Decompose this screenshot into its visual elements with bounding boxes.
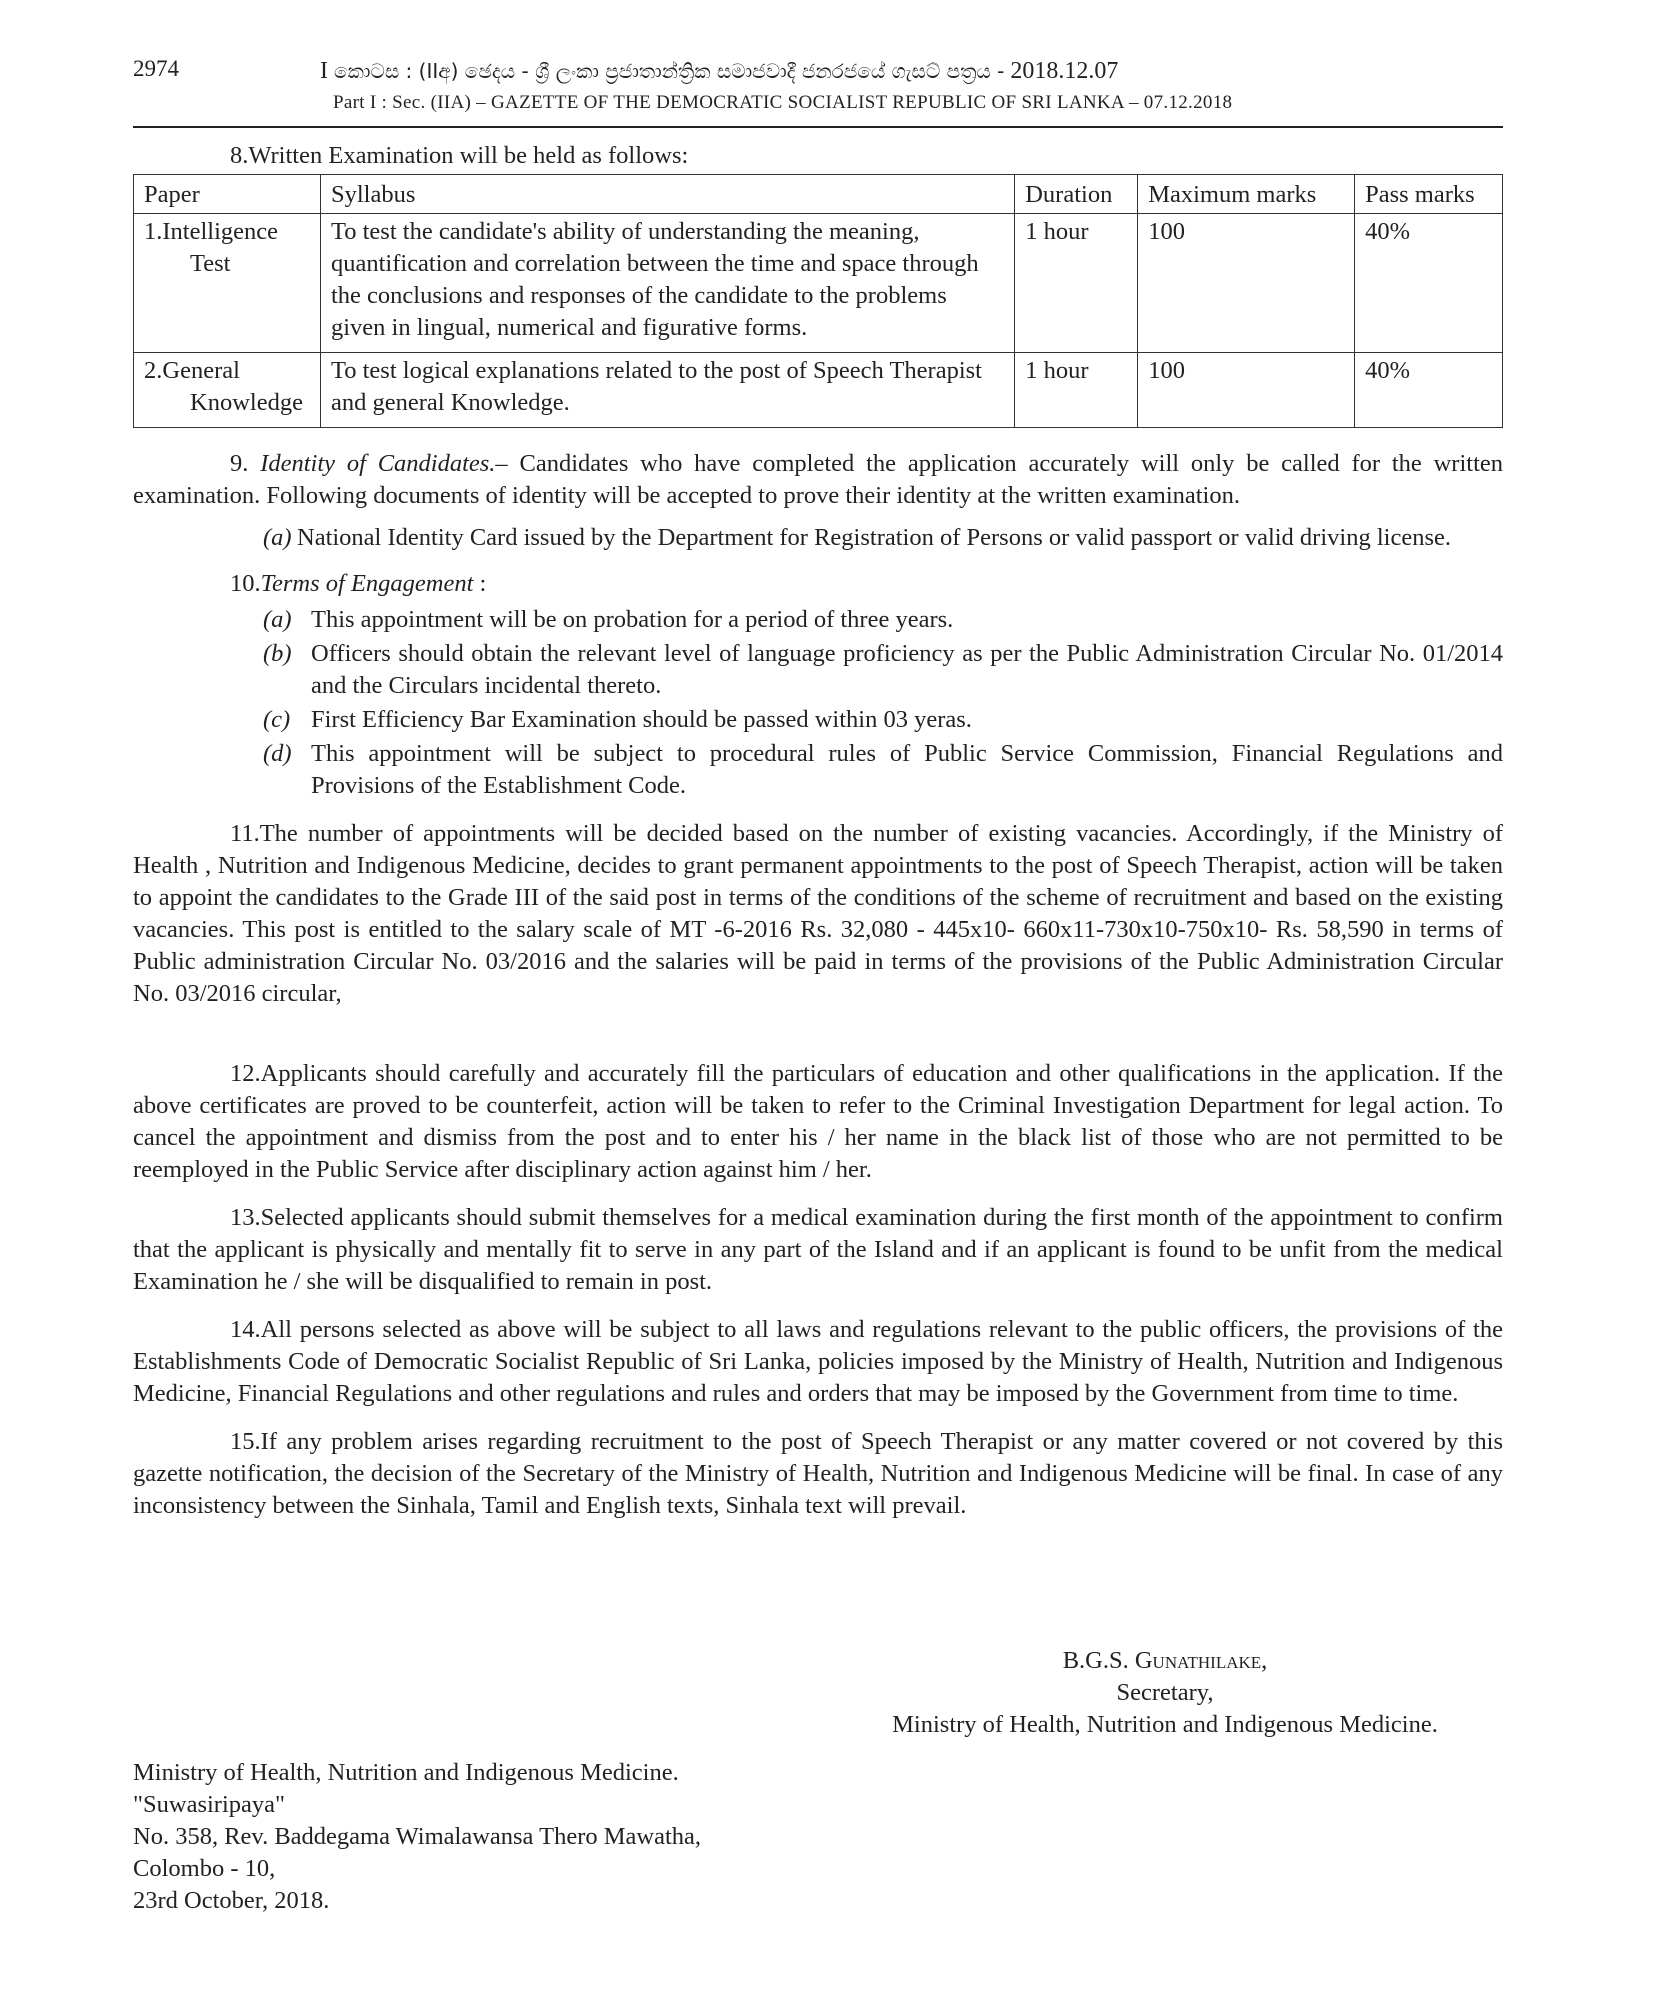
- column-header-syllabus: Syllabus: [320, 175, 1014, 214]
- signatory-name: B.G.S. Gunathilake,: [1062, 1647, 1268, 1674]
- item-label: (c): [263, 706, 291, 733]
- paper-name-cont: Knowledge: [190, 389, 303, 416]
- item-label: (a): [263, 606, 292, 633]
- item-label: (b): [263, 640, 292, 667]
- exam-table: [133, 174, 1503, 428]
- syllabus-cell: To test logical explanations related to the post of Speech Therapist and general Knowledge.: [320, 353, 1014, 428]
- section-9-text: Candidates who have completed the application accurately will only be called for the written examination. Following documents of identity will be accepted to prove their identity at the written examination.: [133, 450, 1504, 509]
- duration-cell: 1 hour: [1015, 353, 1138, 428]
- max-marks-cell: 100: [1138, 353, 1355, 428]
- section-9-title: Identity of Candidates.–: [260, 450, 508, 477]
- address-line: "Suwasiripaya": [133, 1791, 286, 1818]
- paper-cell: [134, 214, 321, 353]
- exam-table-header-row: [134, 175, 1503, 214]
- paragraph-11: 11.The number of appointments will be decided based on the number of existing vacancies. Accordingly, if the Ministry of Health , Nutrition and Indigenous Medicine, decides to grant permanent appointments to the post of Speech Therapist, action will be taken to appoint the candidates to the Grade III of the said post in terms of the conditions of the scheme of recruitment and based on the existing vacancies. This post is entitled to the salary scale of MT -6-2016 Rs. 32,080 - 445x10- 660x11-730x10-750x10- Rs. 58,590 in terms of Public administration Circular No. 03/2016 and the salaries will be paid in terms of the provisions of the Public Administration Circular No. 03/2016 circular,: [133, 820, 1503, 1007]
- syllabus-cell: To test the candidate's ability of understanding the meaning, quantification and correlation between the time and space through the conclusions and responses of the candidate to the problems given in lingual, numerical and figurative forms.: [320, 214, 1014, 353]
- list-item: [263, 738, 1503, 802]
- header-sinhala-date: 2018.12.07: [1010, 58, 1119, 84]
- section-10-title-suffix: :: [473, 570, 487, 597]
- address-line: Colombo - 10,: [133, 1855, 276, 1882]
- pass-marks-cell: 40%: [1355, 353, 1503, 428]
- address-block: [133, 1757, 701, 1917]
- paper-name: 2.General: [144, 357, 240, 384]
- duration-cell: 1 hour: [1015, 214, 1138, 353]
- header-english-title: Part I : Sec. (IIA) – GAZETTE OF THE DEMOCRATIC SOCIALIST REPUBLIC OF SRI LANKA – 07.12.2018: [333, 92, 1233, 113]
- paragraph-12: 12.Applicants should carefully and accurately fill the particulars of education and other qualifications in the application. If the above certificates are proved to be counterfeit, action will be taken to refer to the Criminal Investigation Department for legal action. To cancel the appointment and dismiss from the post and to enter his / her name in the black list of those who are not permitted to be reemployed in the Public Service after disciplinary action against him / her.: [133, 1060, 1503, 1183]
- list-item: [263, 704, 1503, 736]
- list-item: [263, 604, 1503, 636]
- item-text: This appointment will be subject to procedural rules of Public Service Commission, Financial Regulations and Provisions of the Establishment Code.: [311, 740, 1503, 799]
- header-sinhala-title: [320, 58, 1450, 85]
- paragraph-14: 14.All persons selected as above will be subject to all laws and regulations relevant to the public officers, the provisions of the Establishments Code of Democratic Socialist Republic of Sri Lanka, policies imposed by the Ministry of Health, Nutrition and Indigenous Medicine, Financial Regulations and other regulations and rules and orders that may be imposed by the Government from time to time.: [133, 1316, 1503, 1407]
- paragraph-13: 13.Selected applicants should submit themselves for a medical examination during the first month of the appointment to confirm that the applicant is physically and mentally fit to serve in any part of the Island and if an applicant is found to be unfit from the medical Examination he / she will be disqualified to remain in post.: [133, 1204, 1503, 1295]
- main-content: [133, 140, 1503, 1538]
- list-item: [263, 638, 1503, 702]
- paragraph-15: 15.If any problem arises regarding recruitment to the post of Speech Therapist or any matter covered or not covered by this gazette notification, the decision of the Secretary of the Ministry of Health, Nutrition and Indigenous Medicine will be final. In case of any inconsistency between the Sinhala, Tamil and English texts, Sinhala text will prevail.: [133, 1428, 1503, 1519]
- section-10-title: Terms of Engagement: [260, 570, 474, 597]
- item-label: (a): [263, 524, 292, 551]
- item-text: This appointment will be on probation for a period of three years.: [311, 606, 954, 633]
- paper-name: 1.Intelligence: [144, 218, 279, 245]
- pass-marks-cell: 40%: [1355, 214, 1503, 353]
- paper-cell: [134, 353, 321, 428]
- header-part-numeral: I: [320, 58, 328, 84]
- signature-block: [855, 1645, 1475, 1741]
- item-label: (d): [263, 740, 292, 767]
- table-row: [134, 353, 1503, 428]
- column-header-duration: Duration: [1015, 175, 1138, 214]
- item-text: National Identity Card issued by the Department for Registration of Persons or valid passport or valid driving license.: [297, 524, 1451, 551]
- item-text: First Efficiency Bar Examination should be passed within 03 yeras.: [311, 706, 972, 733]
- section-10-number: 10.: [230, 570, 261, 597]
- header-rule: [133, 126, 1503, 128]
- signatory-title: Secretary,: [1116, 1679, 1214, 1706]
- signatory-ministry: Ministry of Health, Nutrition and Indigenous Medicine.: [892, 1711, 1438, 1738]
- item-text: Officers should obtain the relevant level of language proficiency as per the Public Administration Circular No. 01/2014 and the Circulars incidental thereto.: [311, 640, 1503, 699]
- address-date: 23rd October, 2018.: [133, 1887, 330, 1914]
- table-row: [134, 214, 1503, 353]
- column-header-paper: Paper: [134, 175, 321, 214]
- section-9-item-a: [263, 522, 1503, 554]
- header-sinhala-text: කොටස : (IIඅ) ඡෙදය - ශ්‍රී ලංකා ප්‍රජාතාන්ත්‍රික සමාජවාදී ජනරජයේ ගැසට් පත්‍රය -: [334, 59, 1005, 83]
- section-10-heading: [133, 568, 1503, 600]
- exam-intro: 8.Written Examination will be held as follows:: [230, 142, 689, 169]
- column-header-max-marks: Maximum marks: [1138, 175, 1355, 214]
- section-9-paragraph: [133, 448, 1503, 512]
- section-9-number: 9.: [230, 450, 249, 477]
- page-number: 2974: [133, 56, 179, 81]
- paper-name-cont: Test: [190, 250, 231, 277]
- column-header-pass-marks: Pass marks: [1355, 175, 1503, 214]
- address-line: Ministry of Health, Nutrition and Indigenous Medicine.: [133, 1759, 679, 1786]
- address-line: No. 358, Rev. Baddegama Wimalawansa Thero Mawatha,: [133, 1823, 702, 1850]
- max-marks-cell: 100: [1138, 214, 1355, 353]
